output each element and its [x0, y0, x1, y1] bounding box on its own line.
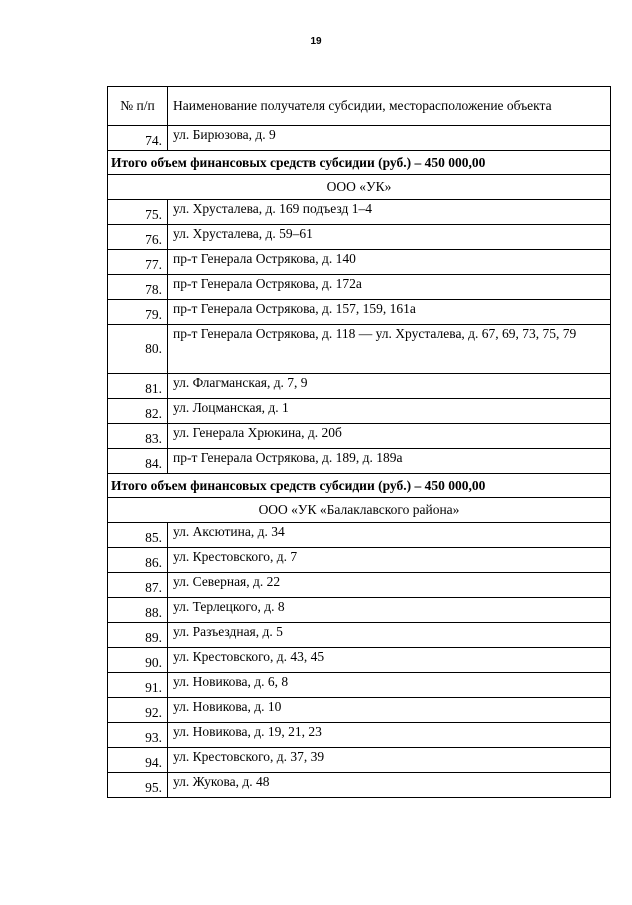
- row-address: ул. Новикова, д. 10: [168, 698, 611, 723]
- table-row: [108, 200, 611, 225]
- row-address: ул. Лоцманская, д. 1: [168, 399, 611, 424]
- table-row: [108, 698, 611, 723]
- row-address: ул. Новикова, д. 19, 21, 23: [168, 723, 611, 748]
- row-number: 88.: [108, 598, 168, 623]
- organization-row: [108, 175, 611, 200]
- row-address: пр-т Генерала Острякова, д. 140: [168, 250, 611, 275]
- table-row: [108, 300, 611, 325]
- table-row: [108, 598, 611, 623]
- subtotal-text: Итого объем финансовых средств субсидии (руб.) – 450 000,00: [108, 474, 611, 498]
- row-address: ул. Бирюзова, д. 9: [168, 126, 611, 151]
- row-number: 85.: [108, 523, 168, 548]
- row-number: 81.: [108, 374, 168, 399]
- row-address: ул. Крестовского, д. 7: [168, 548, 611, 573]
- table-row: [108, 673, 611, 698]
- table-row: [108, 449, 611, 474]
- subtotal-row: [108, 151, 611, 175]
- table-row: [108, 325, 611, 374]
- row-number: 77.: [108, 250, 168, 275]
- row-address: пр-т Генерала Острякова, д. 189, д. 189а: [168, 449, 611, 474]
- table-header-row: [108, 87, 611, 126]
- table-row: [108, 523, 611, 548]
- row-address: ул. Крестовского, д. 43, 45: [168, 648, 611, 673]
- row-number: 92.: [108, 698, 168, 723]
- table-row: [108, 275, 611, 300]
- row-number: 86.: [108, 548, 168, 573]
- row-address: ул. Новикова, д. 6, 8: [168, 673, 611, 698]
- row-address: ул. Разъездная, д. 5: [168, 623, 611, 648]
- column-header-number: № п/п: [108, 87, 168, 126]
- row-number: 95.: [108, 773, 168, 798]
- row-number: 84.: [108, 449, 168, 474]
- organization-name: ООО «УК»: [108, 175, 611, 200]
- row-address: ул. Генерала Хрюкина, д. 20б: [168, 424, 611, 449]
- table-row: [108, 374, 611, 399]
- table-row: [108, 573, 611, 598]
- row-number: 74.: [108, 126, 168, 151]
- row-address: пр-т Генерала Острякова, д. 172а: [168, 275, 611, 300]
- table-row: [108, 126, 611, 151]
- row-address: ул. Хрусталева, д. 59–61: [168, 225, 611, 250]
- table-row: [108, 424, 611, 449]
- table-row: [108, 399, 611, 424]
- row-address: ул. Флагманская, д. 7, 9: [168, 374, 611, 399]
- table-row: [108, 773, 611, 798]
- row-number: 83.: [108, 424, 168, 449]
- row-number: 90.: [108, 648, 168, 673]
- row-number: 79.: [108, 300, 168, 325]
- row-address: ул. Северная, д. 22: [168, 573, 611, 598]
- row-address: пр-т Генерала Острякова, д. 118 — ул. Хрусталева, д. 67, 69, 73, 75, 79: [168, 325, 611, 374]
- row-number: 78.: [108, 275, 168, 300]
- row-number: 93.: [108, 723, 168, 748]
- row-number: 91.: [108, 673, 168, 698]
- table-row: [108, 648, 611, 673]
- row-address: ул. Жукова, д. 48: [168, 773, 611, 798]
- table-row: [108, 548, 611, 573]
- table-row: [108, 748, 611, 773]
- column-header-name: Наименование получателя субсидии, месторасположение объекта: [168, 87, 611, 126]
- page-number: 19: [310, 36, 322, 47]
- table-body: [108, 126, 611, 798]
- table-row: [108, 623, 611, 648]
- row-address: ул. Терлецкого, д. 8: [168, 598, 611, 623]
- row-address: пр-т Генерала Острякова, д. 157, 159, 161а: [168, 300, 611, 325]
- row-number: 76.: [108, 225, 168, 250]
- organization-row: [108, 498, 611, 523]
- organization-name: ООО «УК «Балаклавского района»: [108, 498, 611, 523]
- row-address: ул. Аксютина, д. 34: [168, 523, 611, 548]
- table-row: [108, 723, 611, 748]
- row-number: 75.: [108, 200, 168, 225]
- table-row: [108, 225, 611, 250]
- row-number: 80.: [108, 325, 168, 374]
- subsidy-table: [107, 86, 611, 798]
- row-number: 82.: [108, 399, 168, 424]
- row-number: 94.: [108, 748, 168, 773]
- row-number: 87.: [108, 573, 168, 598]
- subtotal-row: [108, 474, 611, 498]
- subtotal-text: Итого объем финансовых средств субсидии (руб.) – 450 000,00: [108, 151, 611, 175]
- table-row: [108, 250, 611, 275]
- row-number: 89.: [108, 623, 168, 648]
- row-address: ул. Крестовского, д. 37, 39: [168, 748, 611, 773]
- row-address: ул. Хрусталева, д. 169 подъезд 1–4: [168, 200, 611, 225]
